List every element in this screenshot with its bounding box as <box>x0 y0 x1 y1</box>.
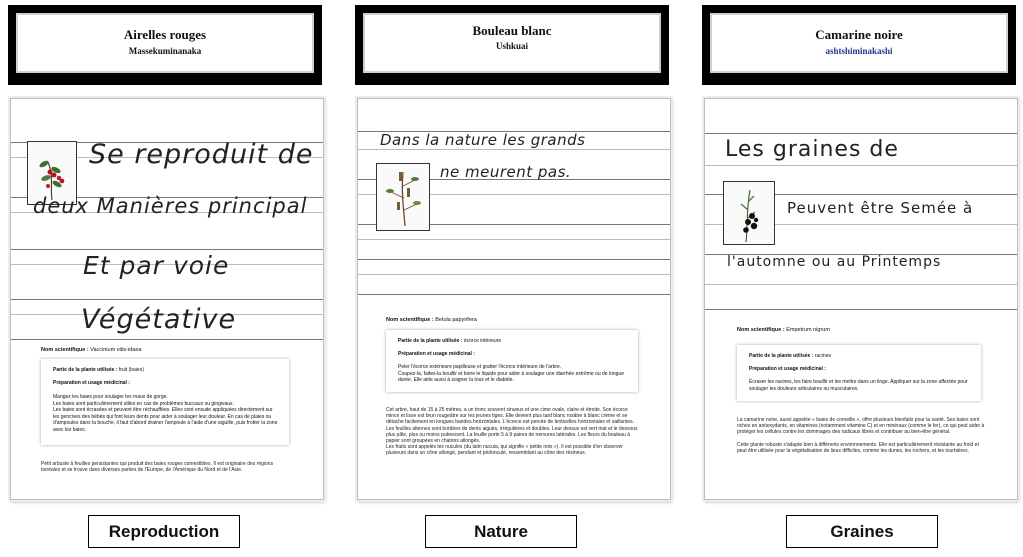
panel-header-card <box>16 13 314 73</box>
prep-label: Préparation et usage médicinal : <box>749 366 826 372</box>
panel-header <box>8 5 322 85</box>
plant-description: La camarine noire, aussi appelée « baies de corneille », offre plusieurs bienfaits pour la santé. Ses baies sont riches en antioxydants, en vitamines (notamment vitamine C) et en minéraux (comme le fer), ce qui peut aider à protéger les cellules contre les dommages des radicaux libres et contribuer au bien-être général. Cette plante robuste s'adapte bien à différents environnements. Elle est particulièrement résistante au froid et peut être utilisée pour la végétalisation de lieux difficiles, comme les dunes, les rochers, et les tourbières. <box>737 417 985 455</box>
handwritten-line-3: l'automne ou au Printemps <box>727 254 942 270</box>
part-value: fruit (baies) <box>118 367 144 373</box>
document-sheet <box>357 98 671 500</box>
panel-airelles-rouges <box>8 0 326 557</box>
handwritten-line-4: Végétative <box>81 304 237 335</box>
birch-branch-icon <box>376 163 430 231</box>
handwritten-line-1: Se reproduit de <box>89 139 314 170</box>
panel-header-card <box>363 13 661 73</box>
medicinal-use-card <box>737 345 981 401</box>
panel-subtitle: ashtshiminakashi <box>825 46 893 56</box>
category-label: Graines <box>786 515 938 548</box>
panel-camarine-noire <box>702 0 1020 557</box>
scientific-name: Nom scientifique : Empetrum nigrum <box>737 327 830 333</box>
panel-subtitle: Ushkuai <box>495 41 529 51</box>
panel-title: Airelles rouges <box>123 27 207 42</box>
document-sheet <box>10 98 324 500</box>
plant-description: Cet arbre, haut de 15 à 25 mètres, a un tronc souvent sinueux et une cime ovale, claire et étroite. Son écorce mince et lisse est brun rougeâtre sur les jeunes tiges. Elle devient plus tard blanc rosâtre à blanc crème et se détache facilement en longues bandes horizontales. L'écorce est percée de lenticelles horizontales et saillantes. Les feuilles alternes sont bordées de dents aiguës, irrégulières et doubles. Leur dessus est vert mat et le dessous plus pâle, plus ou moins pubescent. La feuille porte 5 à 9 paires de nervures latérales. Les fleurs du bouleau à papier sont groupées en chatons allongés. Les fruits sont appelés les nucules (du latin nucula, qui signifie « petite noix »). Il est possible d'en observer plusieurs dans un cône allongé, pendant et pédonculé, ressemblant au cône des résineux. <box>386 407 638 457</box>
handwritten-line-2: Peuvent être Semée à <box>787 199 974 217</box>
prep-text: Écraser les racines, les faire bouillir et les mettre dans un linge. Appliquer sur la zone affectée pour soulager les douleurs articulaires ou musculaires. <box>749 379 968 392</box>
panel-header-card <box>710 13 1008 73</box>
panel-title: Bouleau blanc <box>472 23 552 38</box>
part-value: racines <box>814 353 831 359</box>
prep-text: Peler l'écorce extérieure papilleuse et gratter l'écorce intérieure de l'arbre. Coupez-la, faites-la bouillir et boire le liquide pour aider à soulager une diarrhée extrême ou de longue durée. Elle aide aussi à soigner la toux et le diabète. <box>398 364 624 383</box>
handwritten-line-2: ne meurent pas. <box>440 163 572 181</box>
panel-bouleau-blanc <box>355 0 673 557</box>
prep-label: Préparation et usage médicinal : <box>398 351 475 357</box>
category-label: Nature <box>425 515 577 548</box>
category-label: Reproduction <box>88 515 240 548</box>
panel-title: Camarine noire <box>815 27 903 42</box>
prep-label: Préparation et usage médicinal : <box>53 380 130 386</box>
part-label: Partie de la plante utilisée : <box>749 353 814 359</box>
plant-description: Petit arbuste à feuilles persistantes qui produit des baies rouges comestibles. Il est originaire des régions boréales et se trouve dans diverses parties de l'Europe, de l'Amérique du Nord et de l'Asie. <box>41 461 274 474</box>
panel-header <box>355 5 669 85</box>
prep-text: Mangez les baies pour soulager les maux de gorge. Les baies sont particulièrement utiles en cas de problèmes buccaux ou gingivaux. Les baies sont écrasées et peuvent être réchauffées. Elles sont ensuite appliquées directement sur les gencives des bébés qui font leurs dents pour aider à soulager leur douleur. En cas de plaies ou d'ampoules dans la bouche, il faut d'abord drainer l'ampoule à l'aide d'une aiguille, puis frotter la zone avec les baies. <box>53 394 278 433</box>
scientific-name: Nom scientifique : Vaccinium vitis-idaea <box>41 347 142 353</box>
handwritten-line-1: Dans la nature les grands <box>380 131 586 149</box>
part-label: Partie de la plante utilisée : <box>53 367 118 373</box>
handwriting-area <box>358 99 670 329</box>
scientific-name: Nom scientifique : Betula papyrifera <box>386 317 477 323</box>
handwriting-area <box>705 99 1017 329</box>
part-value: écorce intérieure <box>463 338 502 344</box>
part-label: Partie de la plante utilisée : <box>398 338 463 344</box>
medicinal-use-card <box>386 330 638 392</box>
crowberry-plant-icon <box>723 181 775 245</box>
handwriting-area <box>11 99 323 335</box>
handwritten-line-2: deux Manières principal <box>33 194 308 218</box>
panel-header <box>702 5 1016 85</box>
handwritten-line-3: Et par voie <box>83 251 230 280</box>
panel-subtitle: Massekuminanaka <box>128 46 202 56</box>
document-sheet <box>704 98 1018 500</box>
medicinal-use-card <box>41 359 289 445</box>
handwritten-line-1: Les graines de <box>725 137 899 162</box>
